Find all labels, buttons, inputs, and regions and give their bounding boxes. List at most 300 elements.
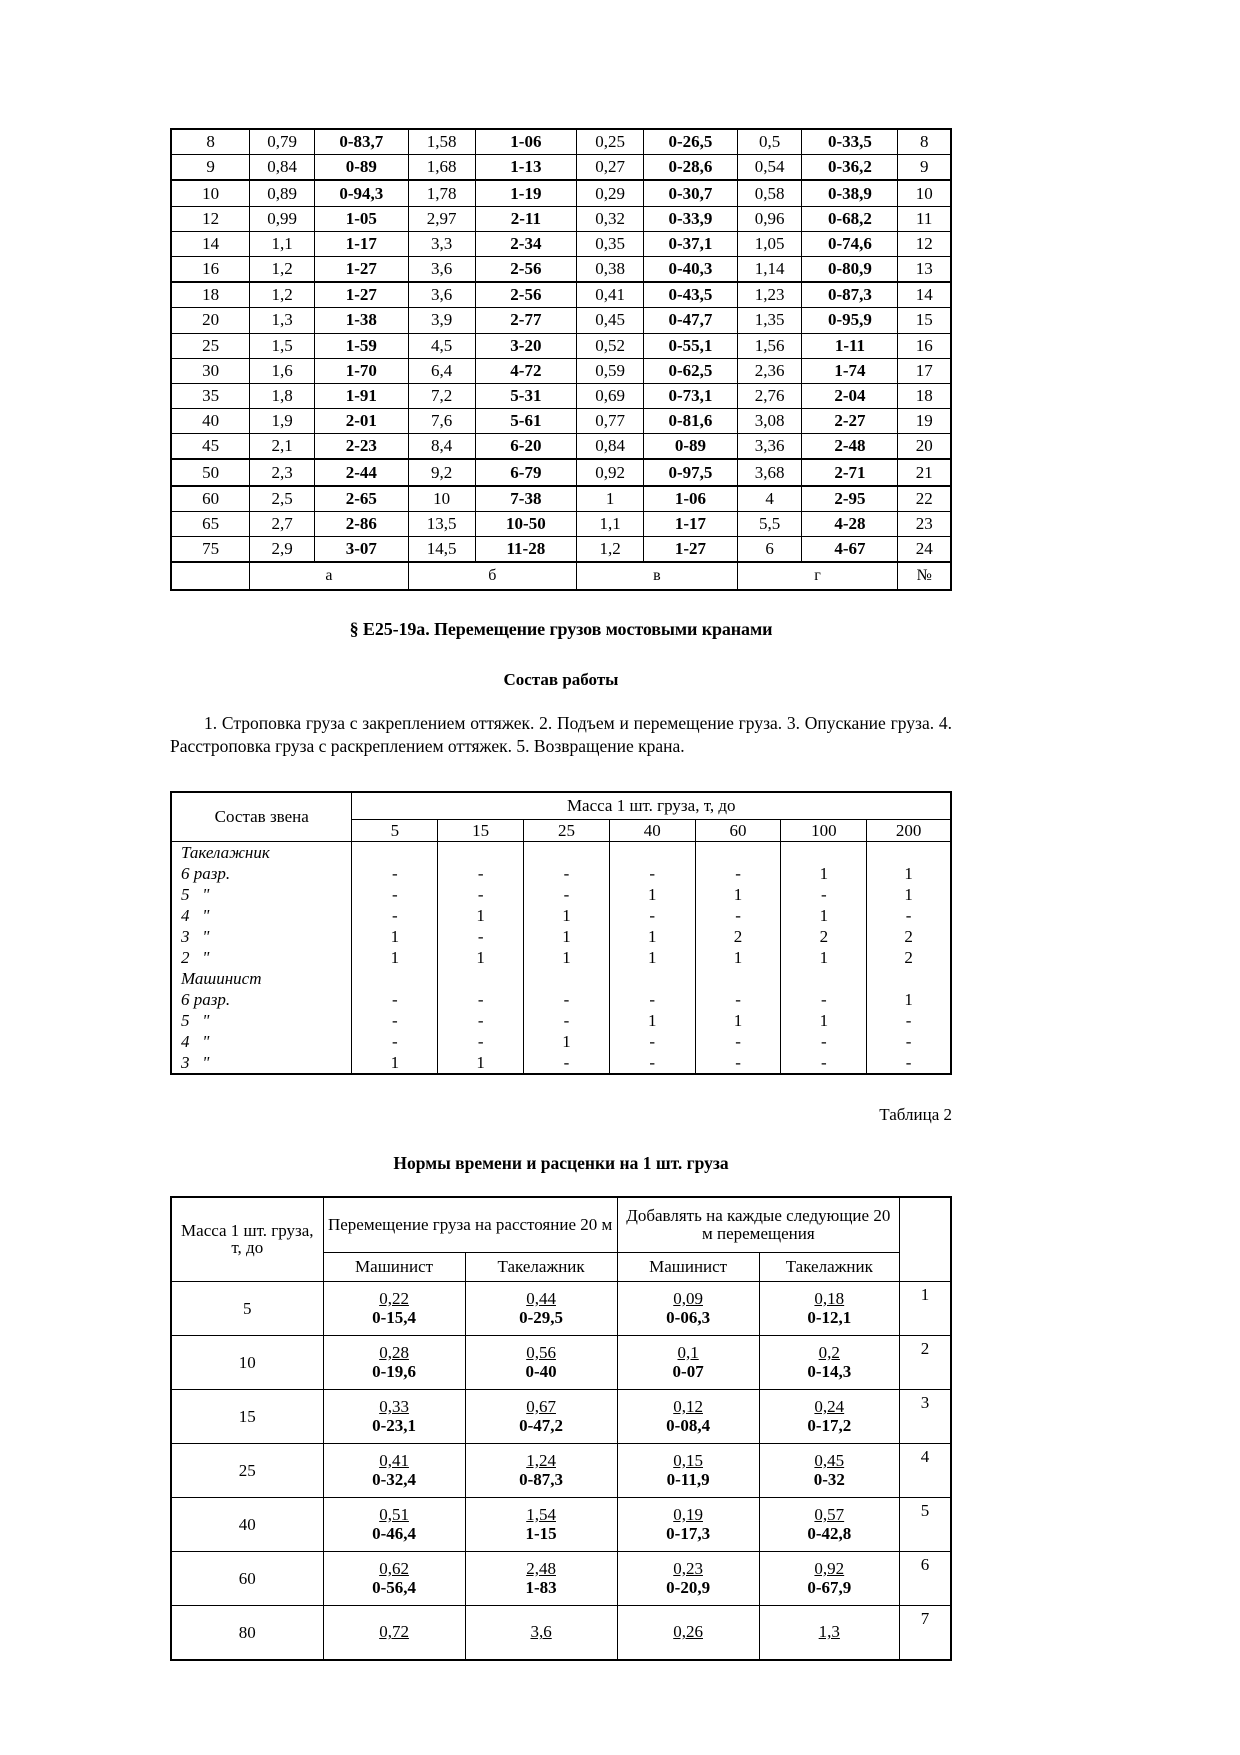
table-cell: 4-67 [802,537,898,563]
crew-value-cell [524,968,610,989]
crew-column-header: 15 [438,819,524,841]
norm-rate-cell [323,1497,465,1551]
table-cell: 1,3 [250,308,315,333]
time-norm-value: 0,22 [379,1288,409,1308]
table-cell: 0-94,3 [315,180,409,206]
table-cell: 1,58 [408,129,475,155]
crew-group-title: Такелажник [171,841,352,863]
crew-value-cell: - [609,863,695,884]
crew-value-cell: - [695,1031,781,1052]
table-cell: 0-33,5 [802,129,898,155]
page-content [170,128,952,1661]
table-cell: 2-56 [475,256,576,282]
norm-rate-cell [465,1281,617,1335]
crew-value-cell: - [352,905,438,926]
table-cell: 16 [171,256,250,282]
rate-value: 0-19,6 [372,1361,417,1381]
rate-value: 0-20,9 [666,1577,711,1597]
time-norms-subheader: Машинист [323,1252,465,1281]
rate-value: 0-42,8 [807,1523,852,1543]
norm-rate-cell [617,1443,759,1497]
time-norms-subheader: Такелажник [465,1252,617,1281]
table-cell: 3,68 [737,459,802,485]
table-cell: 8 [171,129,250,155]
table-cell: 7-38 [475,486,576,512]
table-cell: 10 [898,180,951,206]
crew-value-cell: - [781,884,867,905]
crew-column-header: 5 [352,819,438,841]
table-cell: 2,36 [737,358,802,383]
time-norm-value: 0,67 [526,1396,556,1416]
time-norm-value: 1,24 [526,1450,556,1470]
crew-rank-label: 5 " [171,884,352,905]
crew-rank-row [171,884,951,905]
time-norm-value: 0,72 [379,1622,409,1642]
table-cell: 1-06 [644,486,738,512]
crew-value-cell [867,968,951,989]
table-cell: 12 [898,231,951,256]
table-cell: 4-72 [475,358,576,383]
table-cell: 0,38 [577,256,644,282]
table-row [171,231,951,256]
crew-value-cell: 1 [781,905,867,926]
table-cell: 3-07 [315,537,409,563]
table-cell: 45 [171,434,250,460]
mass-column-header: Масса 1 шт. груза, т, до [171,1197,323,1282]
table-cell: 13 [898,256,951,282]
crew-value-cell: - [609,1052,695,1074]
table-cell: 2-23 [315,434,409,460]
row-number-cell: 7 [899,1605,951,1660]
rate-value: 0-29,5 [519,1307,564,1327]
table-cell: 0-81,6 [644,409,738,434]
norm-rate-cell [617,1551,759,1605]
table-cell: 0,79 [250,129,315,155]
crew-rank-row [171,905,951,926]
crew-value-cell: - [867,905,951,926]
rate-value: 0-46,4 [372,1523,417,1543]
table-row [171,1335,951,1389]
table-cell: 1-38 [315,308,409,333]
table-cell: 0-36,2 [802,155,898,181]
norms-table-body [171,129,951,562]
crew-value-cell: - [524,989,610,1010]
crew-rank-row [171,1052,951,1074]
table-cell: 0,58 [737,180,802,206]
crew-column-header: 100 [781,819,867,841]
norm-rate-cell [617,1281,759,1335]
table-cell: 0,5 [737,129,802,155]
table-cell: 0-74,6 [802,231,898,256]
row-number-cell: 3 [899,1389,951,1443]
table-cell: 22 [898,486,951,512]
crew-table-head [171,792,951,842]
table-cell: 12 [171,206,250,231]
time-norm-value: 0,44 [526,1288,556,1308]
crew-value-cell [438,968,524,989]
time-norm-value: 0,18 [814,1288,845,1308]
rate-value: 0-17,2 [807,1415,852,1435]
time-norms-head [171,1197,951,1282]
mass-cell: 60 [171,1551,323,1605]
table-cell: 1,9 [250,409,315,434]
crew-value-cell: - [524,863,610,884]
rate-value: 0-11,9 [666,1469,710,1489]
table-cell: 0,92 [577,459,644,485]
section-heading: § Е25-19а. Перемещение грузов мостовыми кранами [349,619,773,640]
table-cell: 25 [171,333,250,358]
norm-rate-cell [323,1335,465,1389]
crew-value-cell: 2 [781,926,867,947]
crew-value-cell: - [867,1031,951,1052]
table-row [171,383,951,408]
crew-value-cell [695,841,781,863]
table-cell: 2-01 [315,409,409,434]
table-cell: 10 [408,486,475,512]
norm-rate-cell [759,1281,899,1335]
table-row [171,308,951,333]
additional-group-header: Добавлять на каждые следующие 20 м перемещения [617,1197,899,1253]
table-cell: 0,25 [577,129,644,155]
time-norms-subheader: Машинист [617,1252,759,1281]
time-norm-value: 0,2 [818,1342,840,1362]
table-row [171,358,951,383]
table-cell: 14 [898,282,951,308]
crew-value-cell [781,968,867,989]
table-row [171,333,951,358]
table-cell: 1,35 [737,308,802,333]
mass-cell: 25 [171,1443,323,1497]
table-cell: 24 [898,537,951,563]
crew-rank-row [171,1031,951,1052]
table-cell: 2-48 [802,434,898,460]
table-cell: 19 [898,409,951,434]
crew-group-row [171,968,951,989]
table-cell: 1-17 [644,511,738,536]
crew-value-cell: - [609,1031,695,1052]
table-cell: 8 [898,129,951,155]
table-cell: 0-28,6 [644,155,738,181]
crew-rank-label: 3 " [171,926,352,947]
crew-value-cell: 2 [695,926,781,947]
table-cell: 3,6 [408,282,475,308]
table-cell: 6-20 [475,434,576,460]
norm-rate-cell [759,1443,899,1497]
table-row [171,1389,951,1443]
table-cell: 6,4 [408,358,475,383]
table-cell: 0,77 [577,409,644,434]
crew-rank-label: 2 " [171,947,352,968]
table-cell: 0,52 [577,333,644,358]
table-cell: 2,9 [250,537,315,563]
table-cell: 5-61 [475,409,576,434]
table-cell: 8,4 [408,434,475,460]
table-row [171,129,951,155]
table-cell: 3,08 [737,409,802,434]
table-cell: 1,68 [408,155,475,181]
table-cell: 0,54 [737,155,802,181]
crew-span-header: Масса 1 шт. груза, т, до [352,792,951,820]
rate-value: 0-87,3 [519,1469,564,1489]
crew-value-cell: - [352,1010,438,1031]
table-cell: 1-06 [475,129,576,155]
time-norm-value: 1,3 [818,1622,840,1642]
time-norm-value: 0,57 [814,1504,845,1524]
time-norm-value: 0,1 [677,1342,699,1362]
norms-table-footer [171,562,951,590]
crew-group-title: Машинист [171,968,352,989]
crew-value-cell: - [695,989,781,1010]
crew-value-cell: - [524,1052,610,1074]
rate-value: 0-32,4 [372,1469,417,1489]
table-cell: 0-97,5 [644,459,738,485]
crew-value-cell: 1 [781,947,867,968]
mass-cell: 10 [171,1335,323,1389]
table-cell: 3-20 [475,333,576,358]
norm-rate-cell [759,1389,899,1443]
table-number-label: Таблица 2 [879,1104,952,1124]
table-cell: 2-56 [475,282,576,308]
column-key-cell [171,562,250,590]
work-composition-heading: Состав работы [503,670,619,690]
table-row [171,434,951,460]
crew-rank-label: 3 " [171,1052,352,1074]
time-norm-value: 0,51 [379,1504,409,1524]
crew-value-cell: - [438,1031,524,1052]
table-cell: 18 [898,383,951,408]
table-cell: 3,6 [408,256,475,282]
table-cell: 0,59 [577,358,644,383]
crew-rank-row [171,947,951,968]
crew-value-cell: - [524,884,610,905]
table-cell: 0-30,7 [644,180,738,206]
crew-value-cell: - [524,1010,610,1031]
table-row [171,459,951,485]
crew-rank-row [171,1010,951,1031]
table-cell: 0-83,7 [315,129,409,155]
crew-column-header: 40 [609,819,695,841]
mass-cell: 15 [171,1389,323,1443]
crew-value-cell: - [438,1010,524,1031]
table-cell: 65 [171,511,250,536]
table-cell: 35 [171,383,250,408]
crew-table-body [171,841,951,1074]
norm-rate-cell [465,1389,617,1443]
rate-value: 0-06,3 [666,1307,711,1327]
crew-value-cell [352,968,438,989]
table-cell: 3,9 [408,308,475,333]
crew-column-header: 60 [695,819,781,841]
crew-rank-label: 4 " [171,905,352,926]
table-row [171,1605,951,1660]
table-cell: 2-44 [315,459,409,485]
table-cell: 1,14 [737,256,802,282]
table-cell: 0,35 [577,231,644,256]
table-row [171,282,951,308]
norm-rate-cell [617,1335,759,1389]
crew-value-cell: - [867,1010,951,1031]
crew-value-cell: 1 [438,1052,524,1074]
table-row [171,1281,951,1335]
crew-value-cell: - [352,1031,438,1052]
table-cell: 14,5 [408,537,475,563]
table-cell: 6-79 [475,459,576,485]
table-cell: 7,2 [408,383,475,408]
norm-rate-cell [759,1551,899,1605]
rate-value: 0-15,4 [372,1307,417,1327]
table-cell: 0,32 [577,206,644,231]
norm-rate-cell [465,1605,617,1660]
table-cell: 2-04 [802,383,898,408]
table-cell: 20 [171,308,250,333]
table-cell: 15 [898,308,951,333]
table-row [171,180,951,206]
table-cell: 0-37,1 [644,231,738,256]
crew-value-cell: - [781,1031,867,1052]
table-cell: 1,2 [250,256,315,282]
time-norm-value: 1,54 [526,1504,556,1524]
table-cell: 1-74 [802,358,898,383]
table-cell: 1-11 [802,333,898,358]
table3-heading: Нормы времени и расценки на 1 шт. груза [393,1152,729,1173]
table-row [171,511,951,536]
rate-value: 0-08,4 [666,1415,711,1435]
table-cell: 75 [171,537,250,563]
table-cell: 2-71 [802,459,898,485]
table-cell: 0-47,7 [644,308,738,333]
crew-value-cell: 1 [867,863,951,884]
crew-value-cell: 1 [524,926,610,947]
table-cell: 20 [898,434,951,460]
rate-value: 0-47,2 [519,1415,564,1435]
table-cell: 2-77 [475,308,576,333]
table-cell: 1,23 [737,282,802,308]
time-norm-value: 0,15 [673,1450,703,1470]
norms-continuation-table [170,128,952,591]
norm-rate-cell [465,1497,617,1551]
table-cell: 4 [737,486,802,512]
table-cell: 1,1 [250,231,315,256]
norm-rate-cell [759,1335,899,1389]
crew-value-cell [609,841,695,863]
table-cell: 0-73,1 [644,383,738,408]
crew-value-cell: - [352,863,438,884]
crew-value-cell: 1 [695,884,781,905]
rate-value: 0-14,3 [807,1361,852,1381]
table-cell: 1,2 [250,282,315,308]
time-norm-value: 0,45 [814,1450,845,1470]
table-cell: 9 [898,155,951,181]
crew-value-cell: 2 [867,947,951,968]
norm-rate-cell [617,1605,759,1660]
table-cell: 1,8 [250,383,315,408]
crew-value-cell: - [438,926,524,947]
table-cell: 16 [898,333,951,358]
crew-value-cell: 1 [438,947,524,968]
rate-value: 0-67,9 [807,1577,852,1597]
crew-value-cell: - [867,1052,951,1074]
crew-value-cell: - [695,905,781,926]
row-number-cell: 6 [899,1551,951,1605]
table-cell: 0-62,5 [644,358,738,383]
table-row [171,206,951,231]
rate-value: 0-07 [672,1361,704,1381]
table-cell: 10-50 [475,511,576,536]
row-number-cell: 4 [899,1443,951,1497]
table-cell: 1-17 [315,231,409,256]
table-cell: 2,5 [250,486,315,512]
norm-rate-cell [617,1389,759,1443]
rate-value: 0-17,3 [666,1523,711,1543]
table-cell: 2,1 [250,434,315,460]
crew-value-cell: 1 [695,1010,781,1031]
time-norm-value: 0,33 [379,1396,409,1416]
crew-composition-table [170,791,952,1075]
table-row [171,537,951,563]
crew-value-cell: - [352,884,438,905]
norm-rate-cell [323,1443,465,1497]
crew-column-header: 200 [867,819,951,841]
time-norm-value: 0,41 [379,1450,409,1470]
table-cell: 11 [898,206,951,231]
crew-value-cell: 1 [781,1010,867,1031]
table-cell: 9 [171,155,250,181]
norm-rate-cell [759,1605,899,1660]
time-norm-value: 0,92 [814,1558,845,1578]
crew-rank-label: 5 " [171,1010,352,1031]
rate-value: 1-15 [525,1523,557,1543]
move-group-header: Перемещение груза на расстояние 20 м [323,1197,617,1253]
table-cell: 0,45 [577,308,644,333]
table-cell: 2,76 [737,383,802,408]
table-cell: 7,6 [408,409,475,434]
table-cell: 0-40,3 [644,256,738,282]
table-cell: 1,56 [737,333,802,358]
norm-rate-cell [465,1335,617,1389]
crew-value-cell [867,841,951,863]
time-norm-value: 3,6 [530,1622,552,1642]
crew-value-cell: 1 [524,905,610,926]
crew-value-cell: 1 [352,926,438,947]
table-cell: 0,84 [577,434,644,460]
table-cell: 1-59 [315,333,409,358]
column-key-cell: в [577,562,738,590]
time-norm-value: 0,12 [673,1396,703,1416]
rate-value: 1-83 [525,1577,557,1597]
crew-value-cell: - [695,1052,781,1074]
table-cell: 0,27 [577,155,644,181]
time-norm-value: 0,28 [379,1342,409,1362]
table-cell: 2-27 [802,409,898,434]
table-cell: 1 [577,486,644,512]
norm-rate-cell [323,1551,465,1605]
table-cell: 6 [737,537,802,563]
table-row [171,1497,951,1551]
crew-value-cell [524,841,610,863]
time-norms-table [170,1196,952,1661]
crew-value-cell: - [352,989,438,1010]
table-cell: 0,99 [250,206,315,231]
table-cell: 1,2 [577,537,644,563]
norm-rate-cell [323,1281,465,1335]
crew-value-cell: - [695,863,781,884]
table-cell: 0,69 [577,383,644,408]
table-cell: 1-70 [315,358,409,383]
rate-value: 0-40 [525,1361,557,1381]
table-cell: 2,7 [250,511,315,536]
time-norm-value: 0,62 [379,1558,409,1578]
crew-rank-row [171,863,951,884]
